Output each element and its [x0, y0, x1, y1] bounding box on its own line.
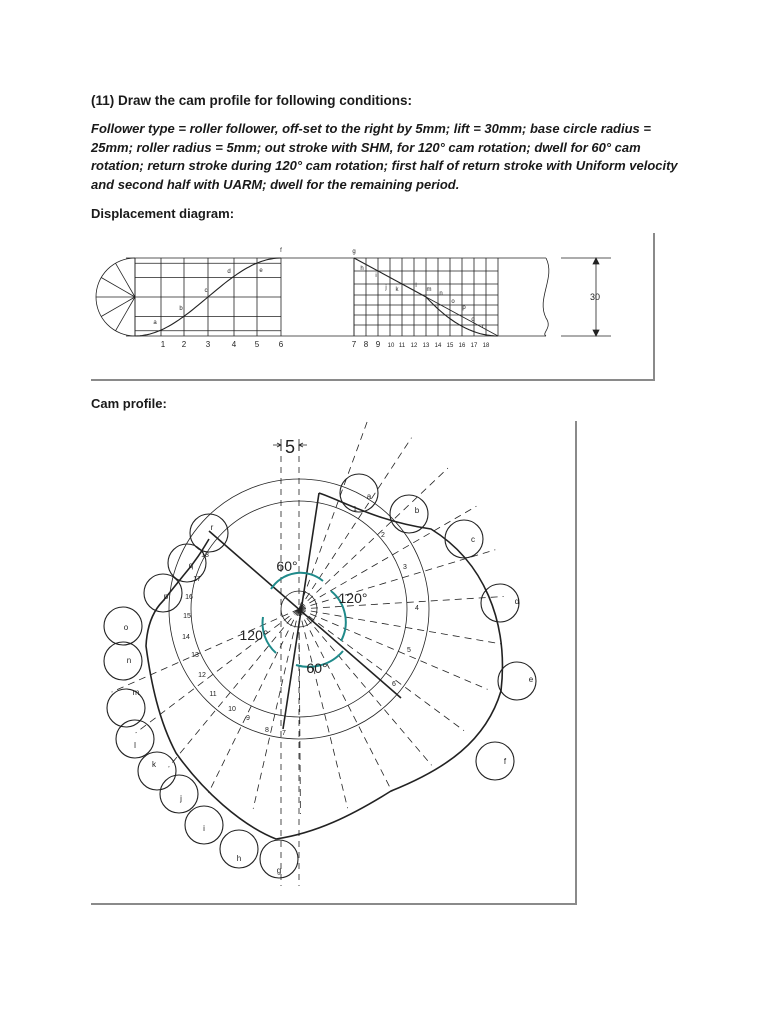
displacement-x-number: 2 — [181, 340, 187, 349]
profile-point-number: 15 — [183, 613, 191, 620]
rise-point-label: b — [179, 306, 183, 312]
profile-point-number: 11 — [209, 691, 217, 698]
displacement-x-number: 12 — [410, 343, 418, 349]
construction-line — [299, 609, 432, 765]
profile-point-number: 14 — [182, 634, 190, 641]
displacement-x-number: 13 — [422, 343, 430, 349]
roller-letter: a — [366, 492, 372, 501]
construction-line — [299, 421, 369, 609]
rise-point-label: c — [204, 288, 208, 294]
profile-point-number: 10 — [228, 706, 236, 713]
profile-point-number: 5 — [407, 647, 411, 654]
cam-profile-label: Cam profile: — [91, 396, 167, 411]
profile-point-number: 18 — [201, 552, 209, 559]
construction-line — [299, 438, 412, 609]
return-point-label: j — [385, 285, 387, 291]
profile-point-number: 12 — [198, 672, 206, 679]
problem-heading: (11) Draw the cam profile for following conditions: — [91, 93, 413, 108]
semicircle-ray — [101, 297, 135, 317]
problem-line: Follower type = roller follower, off-set to the right by 5mm; lift = 30mm; base circle radius = — [91, 121, 651, 136]
displacement-x-number: 17 — [470, 343, 478, 349]
roller-circle — [340, 474, 378, 512]
roller-letter: d — [514, 597, 520, 606]
roller-letter: h — [236, 854, 242, 863]
semicircle-ray — [101, 278, 135, 298]
return-point-label: r — [482, 324, 484, 330]
roller-letter: r — [210, 523, 214, 532]
displacement-x-number: 5 — [254, 340, 260, 349]
roller-letter: i — [203, 824, 205, 833]
construction-line — [299, 609, 501, 644]
angle-label: 60° — [306, 660, 328, 676]
displacement-diagram — [91, 233, 655, 381]
cam-profile-diagram — [91, 421, 577, 905]
profile-point-number: 8 — [265, 727, 269, 734]
construction-line — [112, 609, 299, 692]
roller-letter: q — [188, 561, 194, 570]
roller-circle — [138, 752, 176, 790]
displacement-x-number: 11 — [398, 343, 406, 349]
displacement-linework — [96, 258, 611, 336]
roller-letter: n — [126, 656, 132, 665]
displacement-x-number: 18 — [482, 343, 490, 349]
displacement-x-number: 1 — [160, 340, 166, 349]
displacement-x-number: 9 — [375, 340, 381, 349]
return-point-label: m — [426, 287, 432, 293]
construction-line — [299, 609, 488, 689]
profile-point-number: 9 — [246, 715, 250, 722]
cam-svg — [91, 421, 575, 903]
return-point-label: k — [395, 287, 399, 293]
semicircle-ray — [116, 297, 136, 331]
profile-point-number: 13 — [191, 652, 199, 659]
roller-circle — [481, 584, 519, 622]
profile-point-number: 2 — [381, 532, 385, 539]
displacement-x-number: 7 — [351, 340, 357, 349]
roller-letter: p — [163, 592, 169, 601]
semicircle-ray — [116, 263, 136, 297]
displacement-x-number: 14 — [434, 343, 442, 349]
displacement-svg — [91, 233, 653, 379]
break-line — [543, 258, 549, 336]
profile-point-number: 1 — [353, 506, 357, 513]
angle-arc-top — [271, 573, 323, 589]
profile-point-number: 16 — [185, 594, 193, 601]
return-point-label: q — [471, 317, 475, 323]
roller-circle — [476, 742, 514, 780]
roller-letter: k — [152, 760, 156, 769]
profile-point-number: 17 — [193, 576, 201, 583]
roller-circle — [445, 520, 483, 558]
roller-letter: e — [528, 675, 534, 684]
profile-point-number: 6 — [392, 681, 396, 688]
angle-label: 120° — [239, 627, 269, 643]
displacement-x-number: 15 — [446, 343, 454, 349]
roller-letter: o — [123, 623, 129, 632]
roller-circle — [390, 495, 428, 533]
roller-letter: g — [276, 866, 282, 875]
lift-value: 30 — [589, 292, 601, 302]
displacement-x-number: 8 — [363, 340, 369, 349]
return-point-label: p — [462, 305, 466, 311]
construction-line — [299, 597, 504, 610]
roller-letter: f — [503, 757, 507, 766]
cam-linework — [104, 421, 536, 886]
rise-point-label: e — [259, 268, 263, 274]
roller-letter: j — [180, 794, 182, 803]
return-point-label: i — [375, 273, 377, 279]
division-line — [209, 531, 401, 698]
profile-point-number: 4 — [415, 605, 419, 612]
rise-point-label: f — [280, 248, 282, 254]
problem-line: 25mm; roller radius = 5mm; out stroke with SHM, for 120° cam rotation; dwell for 60° cam — [91, 139, 641, 155]
displacement-x-number: 6 — [278, 340, 284, 349]
return-point-label: o — [451, 299, 455, 305]
displacement-x-number: 10 — [387, 343, 395, 349]
displacement-x-number: 3 — [205, 340, 211, 349]
roller-letter: m — [132, 688, 140, 697]
roller-circle — [116, 720, 154, 758]
construction-line — [299, 609, 392, 792]
problem-statement — [91, 120, 681, 194]
profile-point-number: 3 — [403, 564, 407, 571]
problem-line: rotation; return stroke during 120° cam rotation; first half of return stroke with Uniform velocity — [91, 158, 678, 173]
return-point-label: h — [360, 266, 364, 272]
return-point-label: g — [352, 249, 356, 255]
displacement-x-number: 4 — [231, 340, 237, 349]
displacement-label: Displacement diagram: — [91, 206, 235, 221]
rise-point-label: d — [227, 269, 231, 275]
angle-label: 120° — [338, 590, 368, 606]
angle-label: 60° — [276, 558, 298, 574]
construction-line — [169, 609, 299, 767]
rise-point-label: a — [153, 320, 157, 326]
construction-line — [299, 506, 476, 609]
roller-circle — [104, 642, 142, 680]
roller-letter: l — [134, 741, 136, 750]
offset-dimension-value: 5 — [284, 437, 296, 457]
return-point-label: l — [415, 283, 417, 289]
problem-line: and second half with UARM; dwell for the remaining period. — [91, 176, 460, 192]
roller-circle — [160, 775, 198, 813]
return-point-label: n — [439, 291, 443, 297]
roller-letter: b — [414, 506, 420, 515]
profile-point-number: 7 — [282, 730, 286, 737]
roller-letter: c — [471, 535, 475, 544]
displacement-x-number: 16 — [458, 343, 466, 349]
construction-line — [299, 468, 448, 609]
